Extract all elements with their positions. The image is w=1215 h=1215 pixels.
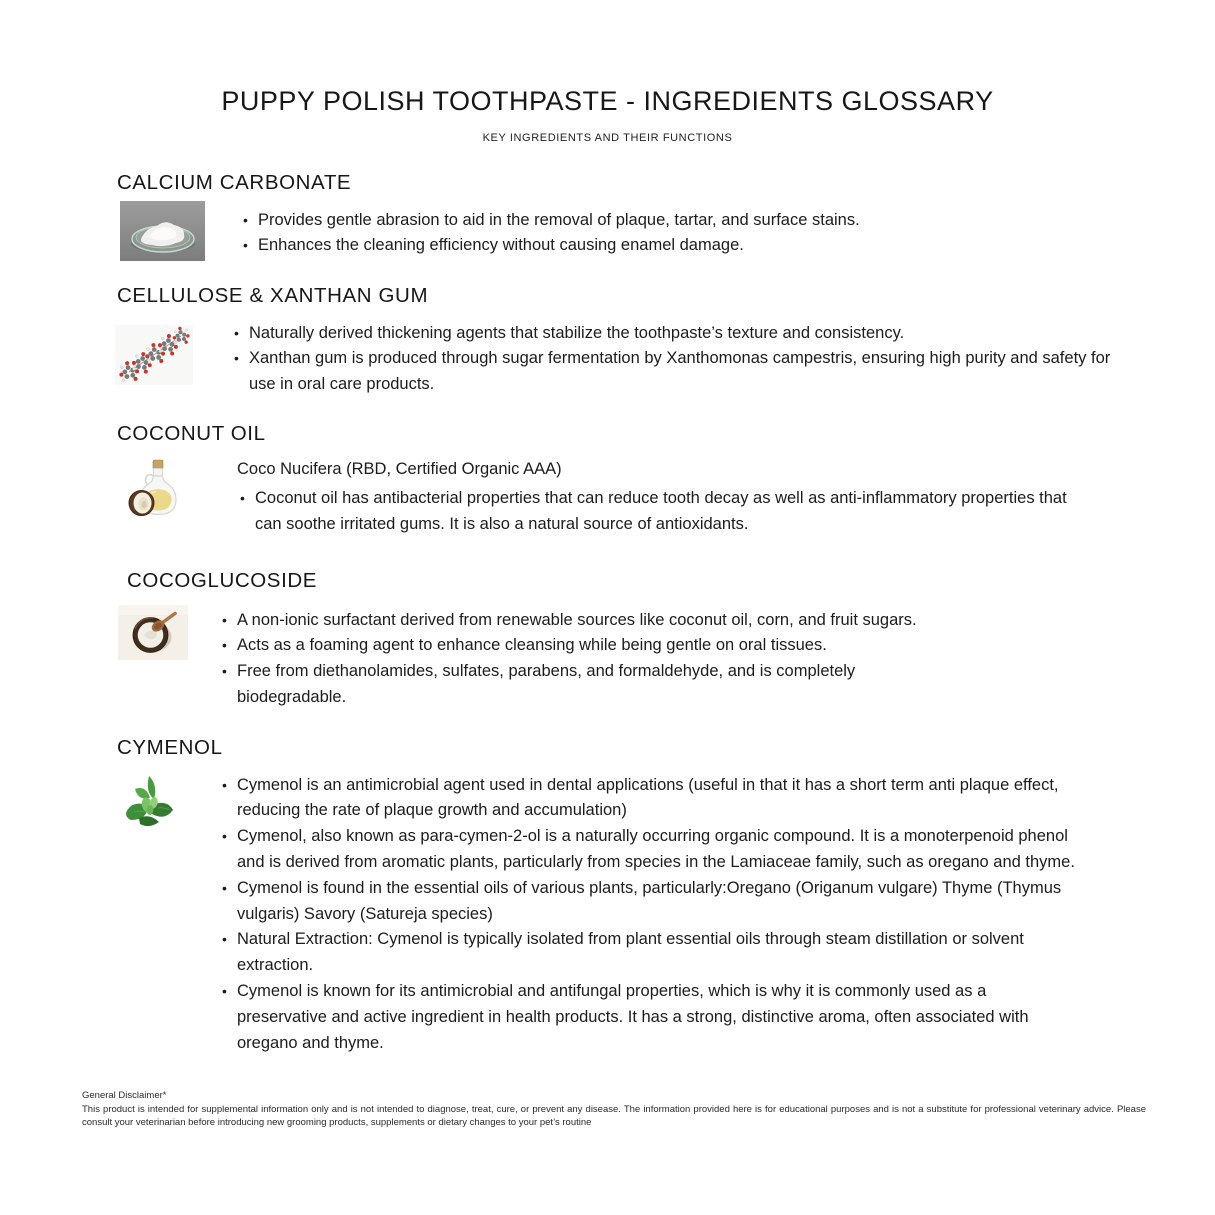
molecule-icon: [115, 325, 193, 385]
ingredient-bullet: • Provides gentle abrasion to aid in the removal of plaque, tartar, and surface stains.: [258, 208, 1215, 234]
section-body: [219, 608, 961, 711]
ingredient-bullet: • Free from diethanolamides, sulfates, parabens, and formaldehyde, and is completely biodegradable.: [237, 659, 961, 711]
bullet-list: [240, 208, 1215, 260]
ingredient-bullet: • A non-ionic surfactant derived from renewable sources like coconut oil, corn, and fruit sugars.: [237, 608, 961, 634]
cocoglucoside-image: [118, 605, 188, 660]
section-heading: CELLULOSE & XANTHAN GUM: [117, 284, 429, 307]
ingredient-bullet: • Naturally derived thickening agents that stabilize the toothpaste’s texture and consistency.: [249, 321, 1126, 347]
disclaimer-text: This product is intended for supplemental information only and is not intended to diagnose, treat, cure, or prevent any disease. The information provided here is for educational purposes and is not a substitute for professional veterinary advice. Please consult your veterinarian before introducing new grooming products, supplements or dietary changes to your pet’s routine: [82, 1103, 1146, 1128]
mint-leaves-image: [122, 772, 178, 830]
powder-dish-icon: [120, 201, 205, 261]
ingredient-bullet: • Cymenol is found in the essential oils of various plants, particularly:Oregano (Origanum vulgare) Thyme (Thymus vulgaris) Savory (Satureja species): [237, 876, 1077, 928]
bowl-spoon-icon: [118, 605, 188, 660]
ingredient-bullet: • Enhances the cleaning efficiency without causing enamel damage.: [258, 233, 1215, 259]
section-heading: CYMENOL: [117, 736, 223, 759]
section-body: [237, 457, 1075, 538]
ingredient-bullet: • Cymenol is known for its antimicrobial and antifungal properties, which is why it is commonly used as a preservative and active ingredient in health products. It has a strong, distinctive aroma, often associated with oregano and thyme.: [237, 979, 1077, 1056]
section-calcium-carbonate: [0, 172, 1215, 259]
bullet-list: [219, 608, 961, 711]
bullet-list: [219, 773, 1077, 1057]
ingredient-bullet: • Natural Extraction: Cymenol is typically isolated from plant essential oils through steam distillation or solvent extraction.: [237, 927, 1077, 979]
general-disclaimer: [82, 1090, 1146, 1129]
coconut-oil-image: [128, 457, 183, 527]
ingredient-bullet: • Coconut oil has antibacterial properties that can reduce tooth decay as well as anti-inflammatory properties that can soothe irritated gums. It is also a natural source of antioxidants.: [255, 486, 1075, 538]
calcium-carbonate-image: [120, 201, 205, 261]
bullet-list: [237, 486, 1075, 538]
section-cocoglucoside: [0, 570, 1215, 711]
ingredient-bullet: • Acts as a foaming agent to enhance cleansing while being gentle on oral tissues.: [237, 633, 961, 659]
cellulose-molecule-image: [115, 325, 193, 385]
ingredient-bullet: • Cymenol, also known as para-cymen-2-ol is a naturally occurring organic compound. It is a monoterpenoid phenol and is derived from aromatic plants, particularly from species in the Lamiaceae family, such as oregano and thyme.: [237, 824, 1077, 876]
section-cymenol: [0, 737, 1215, 1056]
section-heading: COCONUT OIL: [117, 422, 266, 445]
section-cellulose-xanthan-gum: [0, 285, 1215, 398]
section-body: [240, 208, 1215, 260]
ingredient-bullet: • Xanthan gum is produced through sugar fermentation by Xanthomonas campestris, ensuring high purity and safety for use in oral care products.: [249, 346, 1126, 398]
section-body: [231, 321, 1126, 398]
section-heading: COCOGLUCOSIDE: [127, 569, 318, 592]
disclaimer-title: General Disclaimer*: [82, 1090, 167, 1101]
ingredient-intro: Coco Nucifera (RBD, Certified Organic AAA): [237, 459, 562, 478]
bullet-list: [231, 321, 1126, 398]
page-title: PUPPY POLISH TOOTHPASTE - INGREDIENTS GLOSSARY: [221, 86, 994, 116]
page-subtitle: KEY INGREDIENTS AND THEIR FUNCTIONS: [482, 132, 733, 144]
section-heading: CALCIUM CARBONATE: [117, 171, 352, 194]
ingredient-bullet: • Cymenol is an antimicrobial agent used in dental applications (useful in that it has a short term anti plaque effect, reducing the rate of plaque growth and accumulation): [237, 773, 1077, 825]
mint-icon: [122, 772, 178, 830]
oil-bottle-icon: [128, 457, 183, 527]
section-coconut-oil: [0, 423, 1215, 538]
section-body: [219, 773, 1077, 1057]
